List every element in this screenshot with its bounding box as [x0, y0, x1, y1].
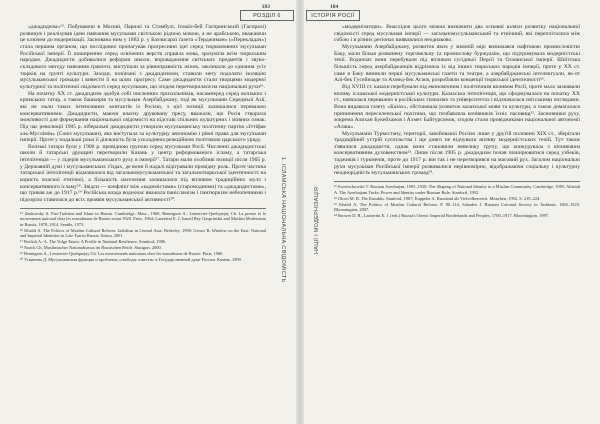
- right-paragraph: Мусульмани Туркестану, території, завойованої Росією лише у другій половині ХІХ ст., зберігали традиційний устрій суспільства і ще довго не відчували впливу модерністських течій. Тут також з'явилися джадидисти, однак вони становили невелику групу, що конкурувала з впливовим консервативним духовенством²³. Лише після 1905 р. джадидизм почав поширюватися серед узбеків, таджиків і туркменів, проте до 1917 р. він так і не перетворився на масовий рух. Загалом національні рухи мусульман Російської імперії розвивалися нерівномірно, відображаючи соціальну і культурну неоднорідність мусульманських громад²⁴.: [334, 130, 580, 177]
- left-running-head: РОЗДІЛ 6: [240, 10, 294, 21]
- left-footnotes: [20, 208, 266, 263]
- left-body-text: [20, 24, 266, 204]
- right-body-text: [334, 24, 580, 177]
- footnote: ¹⁸ Noack Ch. Muslimischer Nationalismus im Russischen Reich. Stuttgart, 2000.: [20, 244, 162, 250]
- right-page-number: 184: [330, 4, 339, 10]
- left-paragraph: На початку ХХ ст. джадидизм здобув собі численних прихильників, насамперед серед волзьких і кримських татар, а також башкирів та мусульман Азербайджану, тоді як мусульмани Середньої Азії, які не мали таких інтенсивних контактів із Росією, з цієї позиції залишалися переважно консервативними. Джадидисти, маючи власну друковану пресу, вважали, що Росія створила можливості для формування національної свідомості на підставі спільних культурних і мовних ознак. Під час революції 1905 р. ліберальні джадидисти утворили мусульманську політичну партію «Іттіфак аль-Муслімін» (Союз мусульман), яка виступала за культурну автономію і рівні права для мусульман імперії. Проте у подальші роки її діяльність була ускладнена реакційною політикою царського уряду.: [20, 90, 266, 144]
- footnote: ²⁰ Усманова Д. Мусульманская фракция и проблемы «свободы совести» в Государственной думе России. Казань, 1999.: [20, 256, 242, 262]
- right-paragraph: Від ХVІІІ ст. казахи перебували під економічним і політичним впливом Росії, проте мало зазнавали впливу ісламської модерністської культури. Казахська інтелігенція, що сформувалася на початку ХХ ст., навчалася переважно в російських гімназіях та університетах і відзначалася світськими поглядами. Вона видавала газету «Казах», обстоювала розвиток казахської мови та культури, а також домагалася припинення переселенської політики, що позбавляла кочівників їхніх пасовищ²². Засновники руху, зокрема Алихан Букейханов і Ахмет Байтурсинов, згодом стали провідниками національної автономії «Алаш».: [334, 83, 580, 130]
- footnote: ²¹ Swietochowski T. Russian Azerbaijan, 1905–1920: The Shaping of National Identity in a Muslim Community. Cambridge, 1985; Altstadt A. The Azerbaijani Turks: Power and Identity under Russian Rule. Stanford, 1992.: [334, 184, 580, 195]
- book-gutter: [296, 0, 304, 424]
- right-paragraph: Мусульмани Азербайджану, розвиток яких у значній мірі визначався нафтовою промисловістю Баку, мали більш розвинену торговельну та промислову буржуазію, що підтримувала модерністські течії. Водночас вони перебували під впливом сусідньої Персії та Османської імперії. Шиїтська більшість серед азербайджанців відрізняла їх від інших тюркських народів імперії, проте у ХХ ст. саме в Баку виникли перші мусульманські газети та театри, а азербайджанські інтелектуали, як-от Алі-бек Гусейнзаде та Ахмед-бек Агаєв, розробляли концепції тюркської ідентичності²¹.: [334, 43, 580, 84]
- left-page-number: 183: [261, 4, 270, 10]
- right-running-head: ІСТОРІЯ РОСІЇ: [306, 10, 360, 21]
- footnote: ²³ Khalid A. The Politics of Muslim Cultural Reform. P. 80–114; Sahadeo J. Russian Colonial Society in Tashkent, 1865–1923. Bloomington, 2007.: [334, 201, 580, 212]
- right-sidebar-title: НАЦІЇ І МОДЕРНІЗАЦІЯ: [314, 186, 320, 254]
- footnote: ²⁴ Brower D. R., Lazzerini E. J. (eds.) Russia's Orient: Imperial Borderlands and Peoples, 1700–1917. Bloomington, 1997.: [334, 212, 550, 218]
- footnote: ¹⁷ Rorlich A.-A. The Volga Tatars: A Profile in National Resilience. Stanford, 1986.: [20, 238, 167, 244]
- footnote: ¹⁶ Khalid A. The Politics of Muslim Cultural Reform: Jadidism in Central Asia. Berkeley, 1998; Geraci R. Window on the East: National and Imperial Identities in Late Tsarist Russia. Ithaca, 2001.: [20, 227, 266, 238]
- right-page: [300, 0, 600, 424]
- right-paragraph: «модернізатори». Внаслідок цього можна визначити два основні шляхи розвитку національної свідомості серед мусульман імперії — загальномусульманський та етнічний, які перепліталися між собою і в різних регіонах виявлялися неоднаково.: [334, 24, 580, 44]
- footnote: ¹⁹ Bennigsen A., Lemercier-Quelquejay Ch. Les mouvements nationaux chez les musulmans de Russie. Paris, 1960.: [20, 250, 224, 256]
- right-footnotes: [334, 181, 580, 218]
- left-sidebar-title: 1. ІСЛАМСЬКА НАЦІОНАЛЬНА СВІДОМІСТЬ: [280, 157, 286, 283]
- left-paragraph: «джадидизм»¹⁵. Побуваючи в Москві, Парижі та Стамбулі, Ісмаїл-бей Гаспринський (Гаспралі) розвинув і реалізував ідею навчання мусульман світською рідною мовою, а не арабською, вважаючи це ключем до модернізації. Заснована ним у 1883 р. у Бахчисараї газета «Терджиман» («Перекладач») стала першим органом, що послідовно пропагував прогресивні ідеї серед тюркомовних мусульман Російської імперії. Її поширенню серед освічених верств сприяла мова, зрозуміла всім тюркським народам. Джадидисти добивалися реформи школи, впровадження світських предметів і звуко-складового методу навчання грамоти, виступали за рівноправність жінок, закликали до єднання усіх тюрків на ґрунті культури. Заходи, пов'язані з джадидизмом, ставили мету подолати ізоляцію мусульманської громади і вивести її на шлях прогресу. Саме джадидисти стали творцями модерної культурної та політичної свідомості серед мусульман, що згодом перетворилася на національні рухи¹⁶.: [20, 24, 266, 90]
- footnote: ¹⁵ Zenkovsky S. Pan-Turkism and Islam in Russia. Cambridge, Mass., 1960; Bennigsen A., Lemercier-Quelquejay Ch. La presse et le mouvement national chez les musulmans de Russie avant 1920. Paris, 1964; Lazzerini E. J. Ismail Bey Gasprinskii and Muslim Modernism in Russia, 1878–1914. Seattle, 1973.: [20, 210, 266, 227]
- footnote: ²² Olcott M. B. The Kazakhs. Stanford, 1987; Kappeler A. Russland als Vielvölkerreich. München, 1992. S. 219–224.: [334, 195, 541, 201]
- left-paragraph: Волзькі татари були у 1900 р. провідною групою серед мусульман Росії. Численні джадидистські школи й татарські друкарні перетворили Казань у центр реформованого ісламу, а татарська інтелігенція — у лідерів мусульманського руху в імперії¹⁷. Татари мали особливі позиції після 1905 р. у Державній думі і мусульманських з'їздах, де вони й надалі відігравали провідну роль. Проте частина татарської інтелігенції відмовилася від загальномусульманської та загальнотюркської ідентичності на користь власної етнічної, а більшість населення залишалася під впливом традиційних мулл і консервативного ісламу¹⁸. Звідси — конфлікт між «кадимістами» (старомодними) та «джадидистами», що тривав аж до 1917 р.¹⁹ Російська влада водночас вважала панісламізм і пантюркізм небезпечними і підозріло ставилася до всіх проявів мусульманської активності²⁰.: [20, 143, 266, 204]
